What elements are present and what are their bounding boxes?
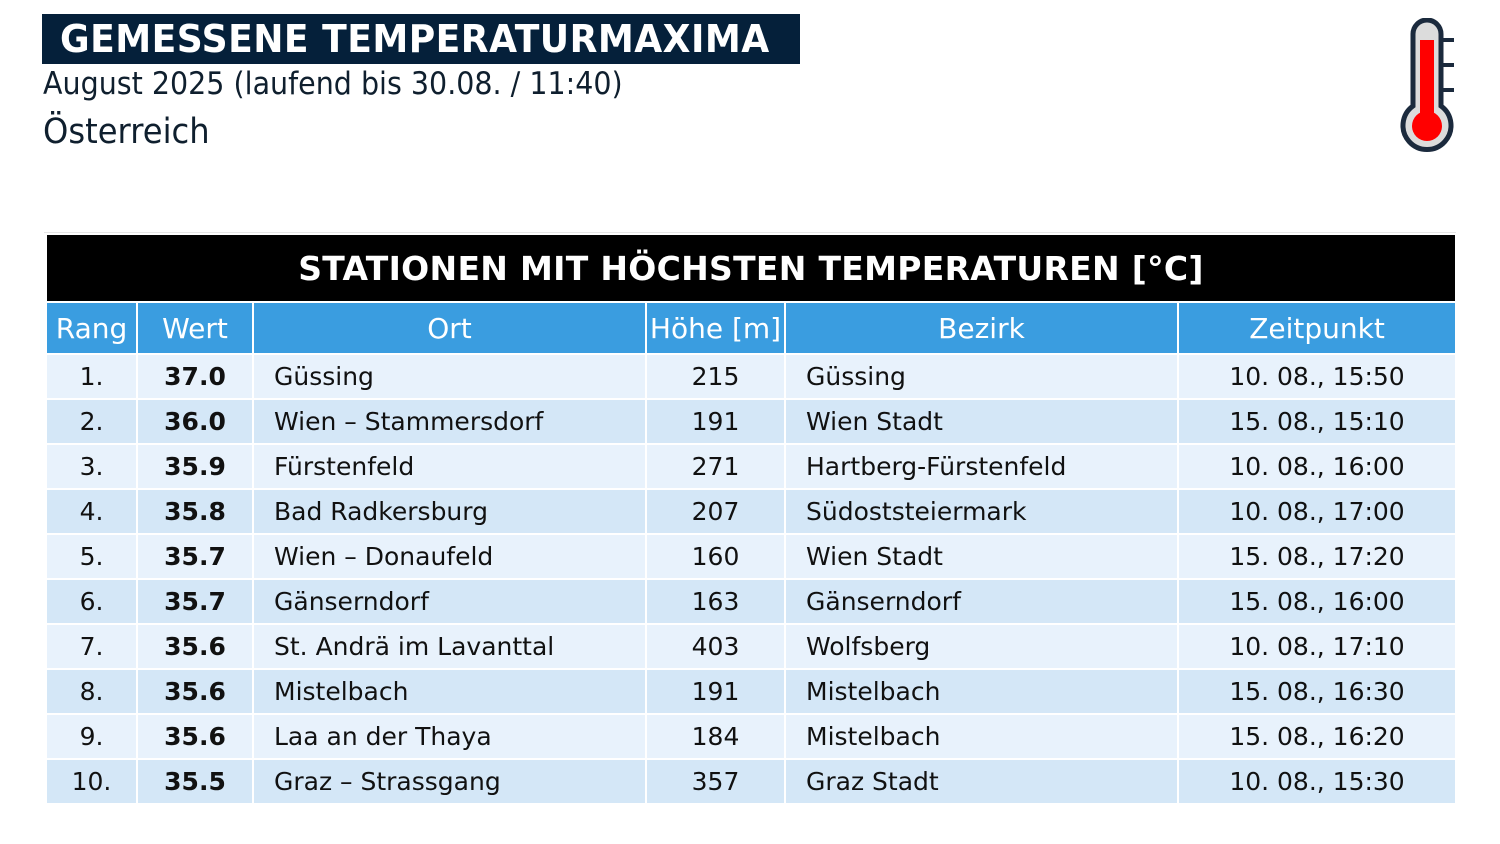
column-header-hoehe: Höhe [m] [646,302,785,354]
value-cell: 35.8 [137,489,253,534]
district-cell: Mistelbach [785,714,1178,759]
altitude-cell: 207 [646,489,785,534]
location-cell: Mistelbach [253,669,646,714]
altitude-cell: 357 [646,759,785,804]
district-cell: Südoststeiermark [785,489,1178,534]
district-cell: Wien Stadt [785,534,1178,579]
rank-cell: 6. [46,579,137,624]
table-row [46,444,1456,489]
location-cell: Gänserndorf [253,579,646,624]
location-cell: Wien – Donaufeld [253,534,646,579]
location-cell: Fürstenfeld [253,444,646,489]
table-row [46,669,1456,714]
thermometer-icon [1396,18,1460,152]
period-subtitle: August 2025 (laufend bis 30.08. / 11:40) [43,66,623,102]
altitude-cell: 403 [646,624,785,669]
time-cell: 10. 08., 17:10 [1178,624,1456,669]
district-cell: Güssing [785,354,1178,399]
table-row [46,624,1456,669]
value-cell: 37.0 [137,354,253,399]
column-header-ort: Ort [253,302,646,354]
rank-cell: 10. [46,759,137,804]
rank-cell: 3. [46,444,137,489]
value-cell: 35.6 [137,669,253,714]
table-caption: STATIONEN MIT HÖCHSTEN TEMPERATUREN [°C] [46,234,1456,302]
rank-cell: 4. [46,489,137,534]
temperature-table [45,233,1457,805]
district-cell: Gänserndorf [785,579,1178,624]
district-cell: Hartberg-Fürstenfeld [785,444,1178,489]
table-row [46,759,1456,804]
column-header-bezirk: Bezirk [785,302,1178,354]
region-label: Österreich [43,112,210,152]
table-row [46,354,1456,399]
column-header-wert: Wert [137,302,253,354]
altitude-cell: 163 [646,579,785,624]
rank-cell: 2. [46,399,137,444]
altitude-cell: 184 [646,714,785,759]
value-cell: 35.5 [137,759,253,804]
district-cell: Wien Stadt [785,399,1178,444]
value-cell: 36.0 [137,399,253,444]
altitude-cell: 160 [646,534,785,579]
time-cell: 10. 08., 16:00 [1178,444,1456,489]
district-cell: Graz Stadt [785,759,1178,804]
altitude-cell: 191 [646,669,785,714]
table-row [46,579,1456,624]
value-cell: 35.9 [137,444,253,489]
table-row [46,399,1456,444]
location-cell: Laa an der Thaya [253,714,646,759]
location-cell: Wien – Stammersdorf [253,399,646,444]
temperature-table-container [44,232,1456,805]
district-cell: Wolfsberg [785,624,1178,669]
rank-cell: 7. [46,624,137,669]
table-row [46,489,1456,534]
column-header-rang: Rang [46,302,137,354]
rank-cell: 5. [46,534,137,579]
page-title: GEMESSENE TEMPERATURMAXIMA [60,17,770,61]
location-cell: St. Andrä im Lavanttal [253,624,646,669]
altitude-cell: 271 [646,444,785,489]
value-cell: 35.6 [137,624,253,669]
time-cell: 10. 08., 15:50 [1178,354,1456,399]
altitude-cell: 191 [646,399,785,444]
table-row [46,534,1456,579]
time-cell: 15. 08., 15:10 [1178,399,1456,444]
time-cell: 15. 08., 16:00 [1178,579,1456,624]
time-cell: 15. 08., 16:20 [1178,714,1456,759]
rank-cell: 1. [46,354,137,399]
altitude-cell: 215 [646,354,785,399]
time-cell: 10. 08., 15:30 [1178,759,1456,804]
time-cell: 15. 08., 17:20 [1178,534,1456,579]
column-header-zeitpunkt: Zeitpunkt [1178,302,1456,354]
table-row [46,714,1456,759]
time-cell: 10. 08., 17:00 [1178,489,1456,534]
value-cell: 35.7 [137,534,253,579]
district-cell: Mistelbach [785,669,1178,714]
time-cell: 15. 08., 16:30 [1178,669,1456,714]
rank-cell: 9. [46,714,137,759]
rank-cell: 8. [46,669,137,714]
value-cell: 35.7 [137,579,253,624]
location-cell: Güssing [253,354,646,399]
location-cell: Graz – Strassgang [253,759,646,804]
value-cell: 35.6 [137,714,253,759]
title-bar [42,14,800,64]
location-cell: Bad Radkersburg [253,489,646,534]
